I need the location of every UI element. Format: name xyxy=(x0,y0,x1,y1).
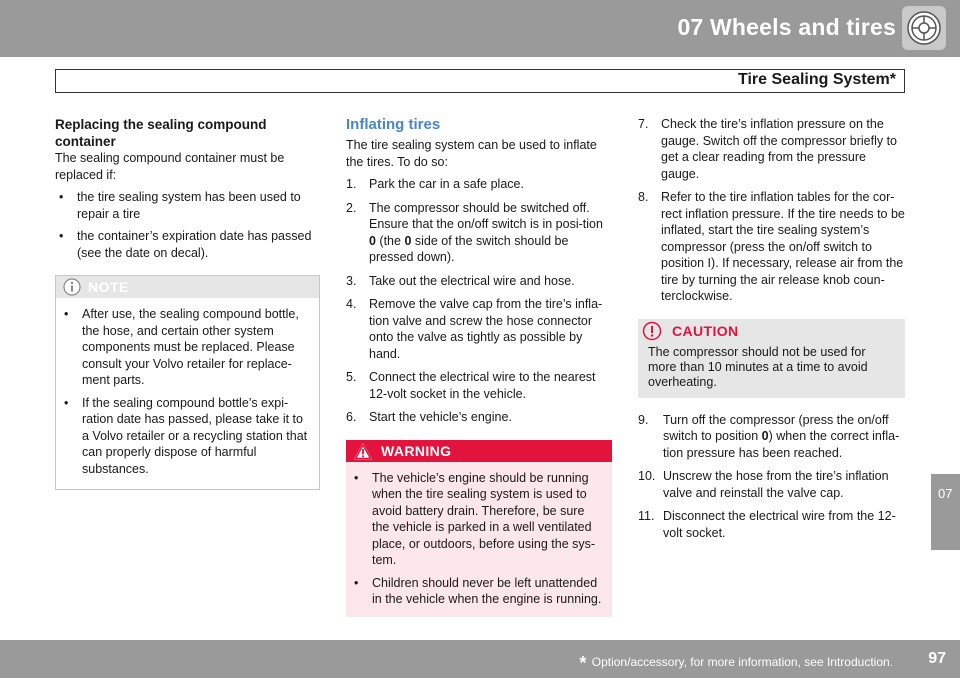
section-bar xyxy=(55,69,905,93)
note-header xyxy=(56,276,319,298)
caution-label: CAUTION xyxy=(672,322,739,339)
final-steps xyxy=(638,412,905,542)
list-item: 2. The compressor should be switched off. Ensure that the on/off switch is in posi-tion 0 (the 0 side of the switch should be pressed down). xyxy=(346,200,603,264)
column-3 xyxy=(638,116,905,548)
list-item: 10. Unscrew the hose from the tire’s inflation valve and reinstall the valve cap. xyxy=(638,469,889,500)
warning-label: WARNING xyxy=(381,442,452,459)
list-item: • The vehicle’s engine should be running when the tire sealing system is used to avoid battery drain. Therefore, be sure the vehicle is parked in a well ventilated place, or outdoors, before using the sys-tem. xyxy=(354,470,596,567)
list-item: 3. Take out the electrical wire and hose. xyxy=(346,273,575,288)
footer-note xyxy=(579,653,893,674)
note-bullets xyxy=(60,306,311,477)
list-item: 8. Refer to the tire inflation tables for the cor-rect inflation pressure. If the tire needs to be inflated, start the tire sealing system’s compressor (press the on/off switch to position I). If necessary, release air from the tire by turning the air release knob coun-terclockwise. xyxy=(638,190,905,303)
side-tab-label: 07 xyxy=(938,486,953,501)
header-bar xyxy=(0,0,960,57)
list-item: • If the sealing compound bottle’s expi-ration date has passed, please take it to a Volvo retailer or a recycling station that can properly dispose of harmful substances. xyxy=(64,395,308,476)
chapter-title: 07 Wheels and tires xyxy=(677,14,896,40)
wheel-icon xyxy=(902,6,946,50)
inflating-steps-continued xyxy=(638,116,905,305)
warning-box xyxy=(346,440,612,617)
list-item: 1. Park the car in a safe place. xyxy=(346,177,524,191)
list-item: 6. Start the vehicle’s engine. xyxy=(346,410,512,424)
inflating-heading: Inflating tires xyxy=(346,116,441,133)
inflating-intro: The tire sealing system can be used to inflate the tires. To do so: xyxy=(346,138,597,169)
column-2 xyxy=(346,116,612,617)
warning-bullets xyxy=(350,470,604,608)
list-item: 9. Turn off the compressor (press the on/off switch to position 0) when the correct infla-tion pressure has been reached. xyxy=(638,412,900,460)
info-icon xyxy=(63,278,81,301)
footnote-star: * xyxy=(579,653,587,673)
list-item: 4. Remove the valve cap from the tire’s infla-tion valve and screw the hose connector onto the valve as tightly as possible by hand. xyxy=(346,297,603,361)
warning-header xyxy=(346,440,612,462)
replacing-intro: The sealing compound container must be replaced if: xyxy=(55,151,285,182)
list-item: • the container’s expiration date has passed (see the date on decal). xyxy=(59,229,312,260)
inflating-steps xyxy=(346,176,612,426)
list-item: 11. Disconnect the electrical wire from the 12-volt socket. xyxy=(638,509,896,540)
chapter-side-tab xyxy=(931,474,960,550)
caution-header xyxy=(638,319,905,341)
list-item: 5. Connect the electrical wire to the nearest 12-volt socket in the vehicle. xyxy=(346,370,596,401)
warning-triangle-icon xyxy=(352,441,374,466)
replacing-heading: Replacing the sealing compound container xyxy=(55,117,267,149)
column-1 xyxy=(55,116,320,490)
list-item: • the tire sealing system has been used to repair a tire xyxy=(59,190,301,221)
list-item: • Children should never be left unattended in the vehicle when the engine is running. xyxy=(354,575,602,606)
note-label: NOTE xyxy=(88,279,129,295)
caution-exclamation-icon xyxy=(642,321,662,346)
footnote-text: Option/accessory, for more information, see Introduction. xyxy=(591,655,893,669)
section-title: Tire Sealing System* xyxy=(738,71,896,88)
list-item: • After use, the sealing compound bottle, the hose, and certain other system components must be replaced. Please consult your Volvo retailer for replace-ment parts. xyxy=(64,307,299,387)
page-number: 97 xyxy=(928,650,946,667)
replacing-bullets xyxy=(55,189,320,261)
footer-bar xyxy=(0,640,960,678)
caution-text: The compressor should not be used for more than 10 minutes at a time to avoid overheating. xyxy=(648,344,868,389)
list-item: 7. Check the tire’s inflation pressure on the gauge. Switch off the compressor briefly to get a clear reading from the pressure gauge. xyxy=(638,117,897,181)
caution-box xyxy=(638,319,905,398)
note-box xyxy=(55,275,320,490)
